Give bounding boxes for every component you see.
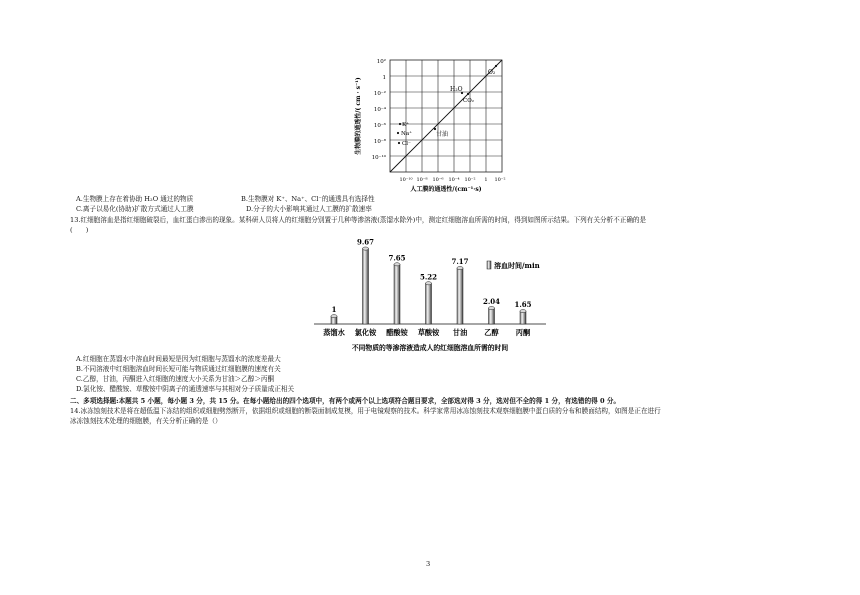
y-tick: 10⁻⁸: [373, 139, 386, 145]
bar-value-label: 5.22: [419, 272, 438, 282]
category-label: 蒸馏水: [323, 328, 345, 337]
bar-cap: [489, 306, 495, 309]
x-tick: 10⁻⁴: [448, 177, 460, 183]
y-tick: 10⁻¹⁰: [371, 155, 386, 161]
x-axis-label: 人工膜的通透性/(cm⁻¹·s): [410, 186, 482, 193]
bar-value-label: 9.67: [356, 237, 375, 247]
bar-body: [363, 249, 369, 324]
q12-option-a: A.生物膜上存在着协助 H₂O 通过的物质: [76, 195, 194, 203]
label-h2o: H₂O: [450, 86, 463, 93]
x-tick: 10⁻²: [464, 177, 476, 183]
category-label: 氯化铵: [354, 328, 377, 337]
bar-cap: [457, 266, 463, 269]
category-label: 甘油: [452, 328, 468, 337]
bar-6: [520, 310, 526, 324]
point-cl: [398, 142, 400, 144]
y-tick: 1: [382, 75, 386, 81]
q13-option-d: D.氯化铵、醋酸铵、草酸铵中阴离子的通透速率与其相对分子质量成正相关: [76, 385, 295, 393]
y-tick: 10⁻⁴: [373, 107, 386, 113]
label-cl: Cl⁻: [402, 141, 411, 147]
category-label: 乙醇: [484, 328, 499, 337]
q13-option-b: B.不同溶液中红细胞溶血时间长短可能与物质通过红细胞膜的速度有关: [76, 365, 281, 373]
q12-option-d: D.分子的大小影响其通过人工膜的扩散速率: [246, 205, 372, 213]
x-tick: 10⁻²: [494, 177, 506, 183]
bar-cap: [394, 263, 400, 266]
label-k: K⁺: [402, 122, 410, 128]
point-o2: [495, 65, 497, 67]
label-na: Na⁺: [401, 131, 412, 137]
q13-option-c: C.乙醇，甘油，丙酮进入红细胞的速度大小关系为甘油＞乙醇＞丙酮: [76, 375, 275, 383]
point-k: [399, 123, 401, 125]
q14-stem-line2: 冰冻蚀刻技术处理的细胞膜，有关分析正确的是（）: [70, 417, 222, 425]
y-tick: 10⁻⁶: [373, 123, 386, 129]
bar-0: [331, 315, 337, 324]
point-glycerol: [434, 128, 436, 130]
bar-5: [489, 306, 495, 324]
bar-body: [489, 308, 495, 324]
section2-heading: 二、多项选择题:本题共 5 小题，每小题 3 分，共 15 分。在每小题给出的四个选项中，有两个或两个以上选项符合题目要求，全部选对得 3 分，选对但不全的得 1 分，有选错的得 0 分。: [70, 397, 621, 405]
legend-swatch: [487, 261, 491, 269]
q12-option-b: B.生物膜对 K⁺、Na⁺、Cl⁻的通透具有选择性: [241, 195, 375, 203]
q12-option-c: C.离子以易化(协助)扩散方式通过人工膜: [76, 205, 194, 213]
page-number: 3: [426, 560, 431, 568]
q13-stem: 13.红细胞溶血是指红细胞破裂后，血红蛋白渗出的现象。某科研人员将人的红细胞分别置于几种等渗溶液(蒸馏水除外)中，测定红细胞溶血所需的时间，得到如图所示结果。下列有关分析不正确的是: [70, 216, 647, 224]
bar-value-label: 1: [331, 305, 337, 315]
x-tick: 10⁻⁶: [432, 177, 444, 183]
category-label: 丙酮: [515, 328, 531, 337]
bar-cap: [331, 315, 337, 318]
q14-stem: 14.冰冻蚀刻技术是将在超低温下冻结的组织或细胞劈然断开，依据组织或细胞的断裂面制成复模，用于电镜观察的技术。科学家常用冰冻蚀刻技术观察细胞膜中蛋白质的分布和膜面结构，如图是正在进行: [70, 407, 661, 415]
legend-label: 溶血时间/min: [494, 261, 540, 270]
bar-body: [426, 283, 432, 324]
bar-body: [394, 264, 400, 324]
category-label: 醋酸铵: [386, 328, 408, 337]
y-tick: 10⁻²: [373, 91, 386, 97]
label-co2: CO₂: [463, 98, 474, 104]
bar-value-label: 7.65: [388, 253, 406, 263]
point-co2: [467, 93, 469, 95]
bar-value-label: 7.17: [451, 257, 469, 267]
point-na: [397, 132, 399, 134]
bar-3: [426, 282, 432, 324]
diagonal-line: [390, 60, 502, 172]
label-o2: O₂: [488, 69, 496, 76]
bar-cap: [520, 310, 526, 313]
q13-stem-paren: ( ): [70, 226, 89, 234]
bar-1: [363, 247, 369, 324]
hemolysis-bar-chart: [300, 234, 570, 358]
bar-value-label: 2.04: [482, 297, 501, 307]
y-tick: 10²: [376, 59, 386, 65]
bar-cap: [426, 282, 432, 285]
category-label: 草酸铵: [417, 328, 440, 337]
permeability-chart: [350, 58, 510, 198]
x-tick: 1: [484, 177, 488, 183]
x-tick: 10⁻¹⁰: [399, 177, 413, 183]
bar-body: [457, 268, 463, 324]
x-tick: 10⁻⁸: [416, 177, 428, 183]
bar-body: [520, 311, 526, 324]
bar-4: [457, 266, 463, 324]
bar-value-label: 1.65: [514, 300, 532, 310]
q13-option-a: A.红细胞在蒸馏水中溶血时间最短是因为红细胞与蒸馏水的浓度差最大: [76, 355, 281, 363]
bar-2: [394, 263, 400, 324]
y-axis-label: 生物膜的通透性/( cm · s⁻¹): [355, 77, 362, 155]
chart-caption: 不同物质的等渗溶液造成人的红细胞溶血所需的时间: [351, 344, 509, 352]
bar-cap: [363, 247, 369, 250]
label-glycerol: 甘油: [436, 131, 449, 138]
